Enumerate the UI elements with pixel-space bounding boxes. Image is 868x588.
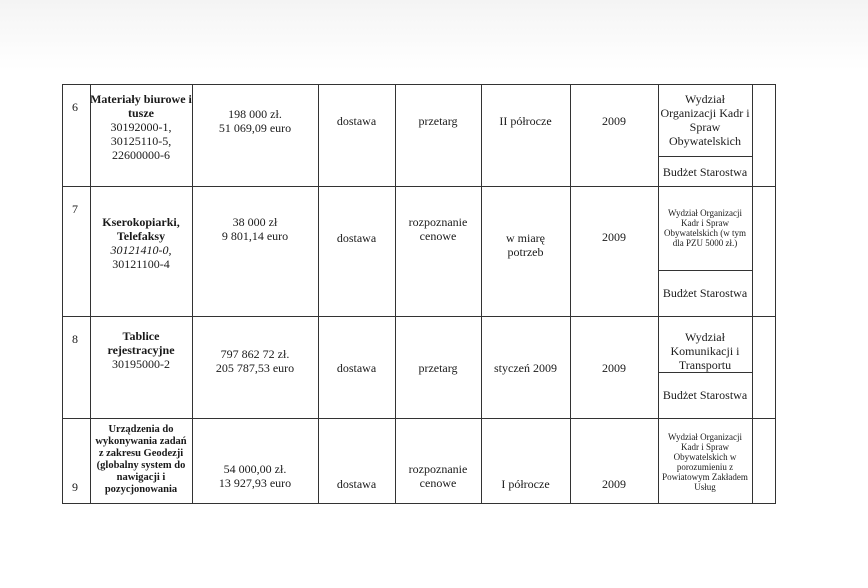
- item-name: Kserokopiarki, Telefaksy: [102, 215, 180, 243]
- procedure: przetarg: [418, 114, 458, 128]
- value-cell: [192, 214, 318, 244]
- value-cell: [192, 106, 318, 136]
- procedure: rozpoznanie cenowe: [408, 462, 468, 490]
- timing: I półrocze: [501, 477, 550, 491]
- row-number: 8: [72, 332, 78, 346]
- item-name: Urządzenia do wykonywania zadań z zakresu Geodezji (globalny system do nawigacji i pozycjonowania: [95, 424, 187, 495]
- item-code: 30121410-0,: [110, 243, 172, 257]
- item-code: 30195000-2: [112, 357, 170, 371]
- unit: Wydział Komunikacji i Transportu: [670, 330, 740, 372]
- funding: Budżet Starostwa: [662, 388, 748, 402]
- funding: Budżet Starostwa: [662, 286, 748, 300]
- item-cell: [90, 328, 192, 372]
- value-pln: 38 000 zł: [232, 215, 278, 229]
- timing: w miarę potrzeb: [506, 231, 545, 259]
- procurement-table: [62, 84, 776, 504]
- contract-type: dostawa: [336, 361, 377, 375]
- unit: Wydział Organizacji Kadr i Spraw Obywatelskich (w tym dla PZU 5000 zł.): [664, 208, 746, 248]
- timing: II półrocze: [499, 114, 552, 128]
- year: 2009: [602, 477, 626, 491]
- value-cell: [192, 461, 318, 491]
- item-name: Materiały biurowe i tusze: [90, 92, 192, 120]
- item-cell: [90, 212, 192, 274]
- row-number: 9: [72, 480, 78, 494]
- value-eur: 51 069,09 euro: [218, 121, 292, 135]
- item-code: 30192000-1,: [110, 120, 172, 134]
- contract-type: dostawa: [336, 477, 377, 491]
- row-number: 6: [72, 100, 78, 114]
- year: 2009: [602, 230, 626, 244]
- timing: styczeń 2009: [494, 361, 557, 375]
- value-pln: 198 000 zł.: [228, 107, 282, 121]
- unit: Wydział Organizacji Kadr i Spraw Obywatelskich w porozumieniu z Powiatowym Zakładem Usług: [662, 432, 748, 492]
- unit: Wydział Organizacji Kadr i Spraw Obywatelskich: [660, 92, 750, 148]
- item-cell: [90, 92, 192, 184]
- scan-shadow: [0, 0, 868, 70]
- year: 2009: [602, 361, 626, 375]
- item-code: 30125110-5,: [110, 134, 172, 148]
- value-cell: [192, 346, 318, 376]
- row-number: 7: [72, 202, 78, 216]
- procedure: rozpoznanie cenowe: [408, 215, 468, 243]
- item-code: 22600000-6: [112, 148, 170, 162]
- value-eur: 9 801,14 euro: [221, 229, 289, 243]
- value-pln: 54 000,00 zł.: [223, 462, 287, 476]
- procedure: przetarg: [418, 361, 458, 375]
- item-name: Tablice rejestracyjne: [107, 329, 175, 357]
- item-code: 30121100-4: [112, 257, 170, 271]
- year: 2009: [602, 114, 626, 128]
- value-eur: 205 787,53 euro: [215, 361, 295, 375]
- contract-type: dostawa: [336, 231, 377, 245]
- value-pln: 797 862 72 zł.: [220, 347, 290, 361]
- value-eur: 13 927,93 euro: [218, 476, 292, 490]
- contract-type: dostawa: [336, 114, 377, 128]
- funding: Budżet Starostwa: [662, 164, 748, 179]
